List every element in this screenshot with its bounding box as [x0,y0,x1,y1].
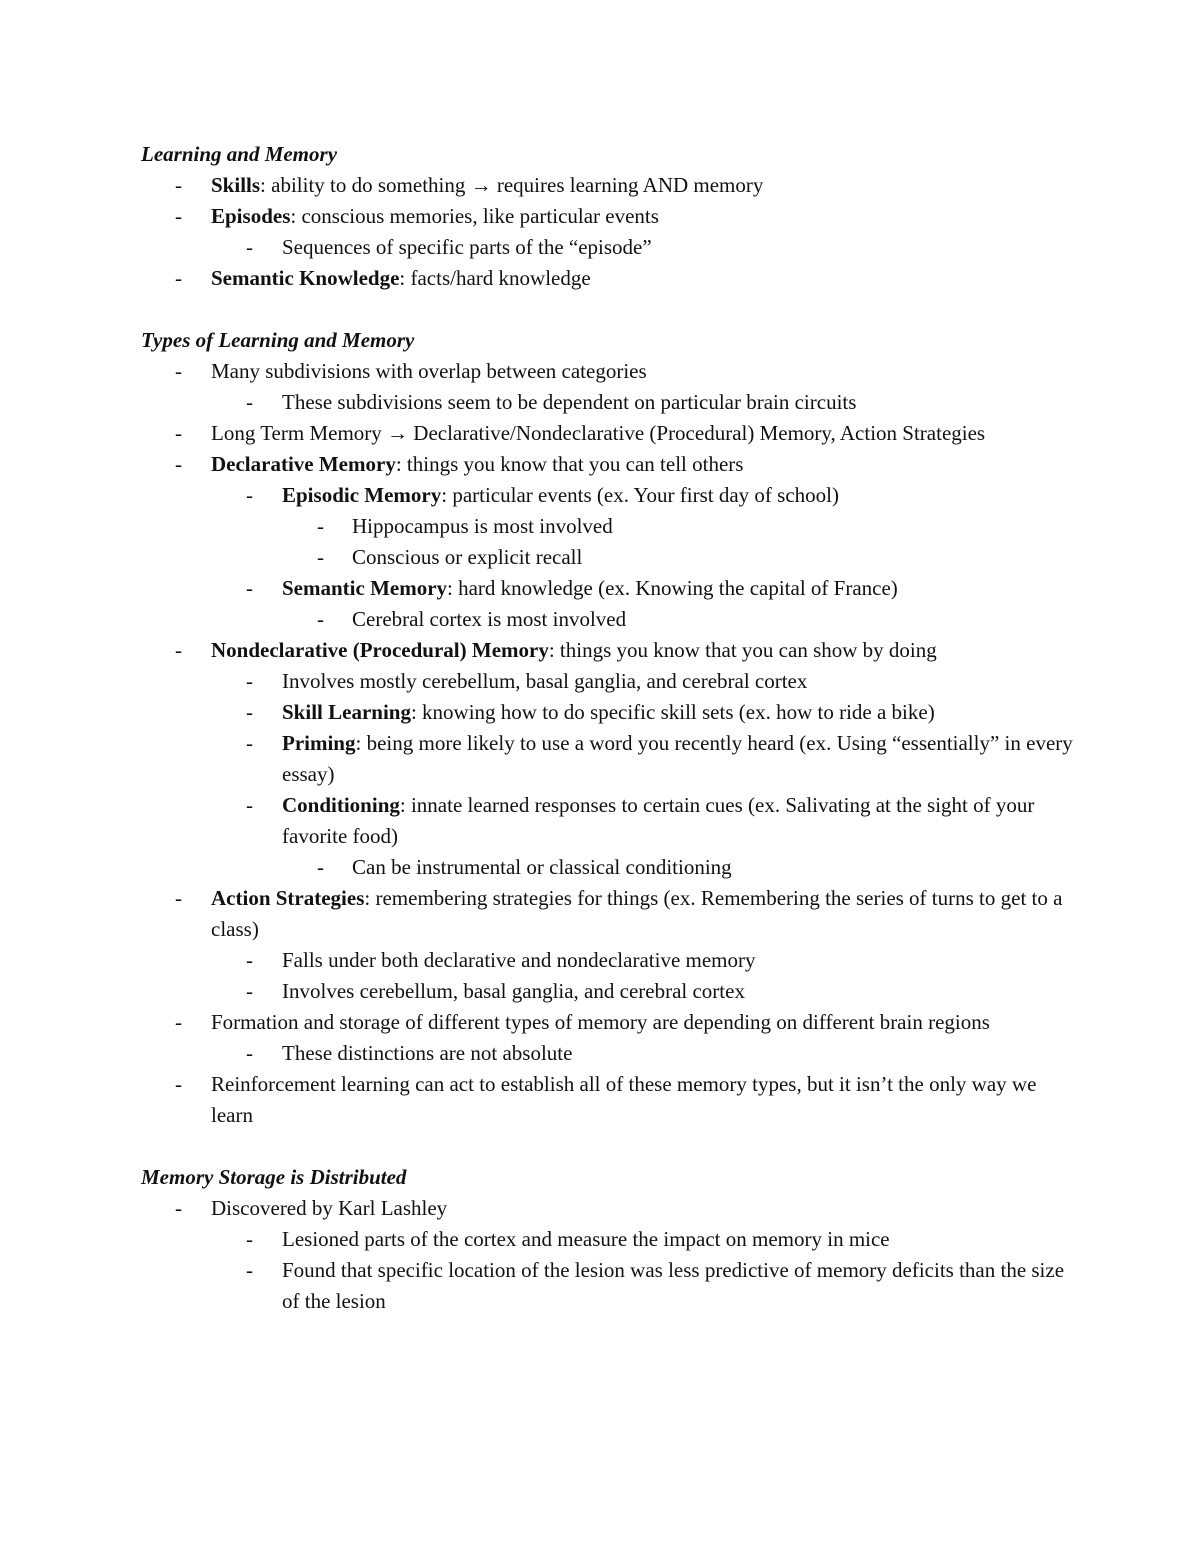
bullet-text: Found that specific location of the lesion was less predictive of memory deficits than the size of the lesion [282,1258,1065,1313]
bullet-item [141,852,1076,883]
dash-bullet-icon: - [317,514,324,538]
bold-term: Episodes [211,204,291,228]
bullet-text: : hard knowledge (ex. Knowing the capital of France) [447,576,898,600]
bullet-item [141,542,1076,573]
bullet-item [141,1193,1076,1224]
bold-term: Conditioning [282,793,400,817]
bullet-text: Cerebral cortex is most involved [352,607,627,631]
bullet-text: Lesioned parts of the cortex and measure the impact on memory in mice [282,1227,890,1251]
dash-bullet-icon: - [317,607,324,631]
bullet-item [141,728,1076,790]
bullet-item [141,883,1076,945]
bold-term: Episodic Memory [282,483,442,507]
dash-bullet-icon: - [246,1041,253,1065]
bullet-text: Involves mostly cerebellum, basal ganglia, and cerebral cortex [282,669,808,693]
bullet-item [141,1224,1076,1255]
bullet-item [141,790,1076,852]
bullet-text: These subdivisions seem to be dependent on particular brain circuits [282,390,857,414]
bullet-text: : innate learned responses to certain cues (ex. Salivating at the sight of your favorite food) [282,793,1035,848]
bullet-text: Long Term Memory → Declarative/Nondeclarative (Procedural) Memory, Action Strategies [211,421,986,445]
bullet-text: Involves cerebellum, basal ganglia, and cerebral cortex [282,979,745,1003]
bullet-item [141,449,1076,480]
bullet-text: Formation and storage of different types of memory are depending on different brain regions [211,1010,990,1034]
bullet-item [141,1038,1076,1069]
dash-bullet-icon: - [246,576,253,600]
bold-term: Semantic Memory [282,576,448,600]
dash-bullet-icon: - [175,886,182,910]
bullet-text: Conscious or explicit recall [352,545,583,569]
dash-bullet-icon: - [246,700,253,724]
bullet-text: : conscious memories, like particular events [290,204,659,228]
dash-bullet-icon: - [246,235,253,259]
bullet-item [141,170,1076,201]
bullet-text: : being more likely to use a word you recently heard (ex. Using “essentially” in every essay) [282,731,1073,786]
bullet-text: Sequences of specific parts of the “episode” [282,235,652,259]
bullet-text: : things you know that you can tell others [395,452,744,476]
bullet-text: : knowing how to do specific skill sets (ex. how to ride a bike) [410,700,935,724]
bullet-text: : ability to do something → requires learning AND memory [260,173,764,197]
bullet-text: : remembering strategies for things (ex. Remembering the series of turns to get to a class) [211,886,1063,941]
bullet-item [141,697,1076,728]
bullet-item [141,573,1076,604]
bullet-text: Hippocampus is most involved [352,514,613,538]
bullet-item [141,418,1076,449]
bold-term: Nondeclarative (Procedural) Memory [211,638,549,662]
bold-term: Declarative Memory [211,452,396,476]
bullet-text: : particular events (ex. Your first day of school) [441,483,839,507]
dash-bullet-icon: - [246,483,253,507]
bullet-text: : things you know that you can show by doing [548,638,937,662]
bullet-text: These distinctions are not absolute [282,1041,573,1065]
dash-bullet-icon: - [246,948,253,972]
bullet-item [141,480,1076,511]
bullet-text: : facts/hard knowledge [399,266,591,290]
dash-bullet-icon: - [175,1072,182,1096]
bullet-text: Reinforcement learning can act to establish all of these memory types, but it isn’t the only way we learn [211,1072,1037,1127]
dash-bullet-icon: - [246,731,253,755]
dash-bullet-icon: - [175,204,182,228]
section-heading: Memory Storage is Distributed [141,1165,407,1189]
notes-section [141,325,1076,1131]
dash-bullet-icon: - [175,173,182,197]
dash-bullet-icon: - [175,421,182,445]
bullet-item [141,356,1076,387]
bullet-item [141,945,1076,976]
bullet-item [141,511,1076,542]
dash-bullet-icon: - [175,452,182,476]
bold-term: Skill Learning [282,700,411,724]
dash-bullet-icon: - [317,545,324,569]
bold-term: Action Strategies [211,886,365,910]
bullet-item [141,201,1076,232]
bold-term: Semantic Knowledge [211,266,400,290]
bullet-item [141,666,1076,697]
dash-bullet-icon: - [175,1196,182,1220]
section-heading: Types of Learning and Memory [141,328,415,352]
bullet-item [141,232,1076,263]
dash-bullet-icon: - [246,1258,253,1282]
dash-bullet-icon: - [246,1227,253,1251]
dash-bullet-icon: - [246,390,253,414]
bullet-item [141,1007,1076,1038]
dash-bullet-icon: - [175,638,182,662]
dash-bullet-icon: - [175,266,182,290]
notes-section [141,139,1076,294]
bullet-item [141,1255,1076,1317]
bullet-text: Discovered by Karl Lashley [211,1196,448,1220]
bullet-item [141,635,1076,666]
notes-section [141,1162,1076,1317]
bullet-text: Falls under both declarative and nondeclarative memory [282,948,756,972]
bullet-item [141,604,1076,635]
notes-document [141,139,1076,1317]
bullet-item [141,976,1076,1007]
dash-bullet-icon: - [175,359,182,383]
dash-bullet-icon: - [317,855,324,879]
bold-term: Skills [211,173,261,197]
bullet-text: Many subdivisions with overlap between categories [211,359,647,383]
bold-term: Priming [282,731,356,755]
dash-bullet-icon: - [175,1010,182,1034]
bullet-item [141,387,1076,418]
section-heading: Learning and Memory [141,142,338,166]
dash-bullet-icon: - [246,793,253,817]
dash-bullet-icon: - [246,669,253,693]
bullet-item [141,263,1076,294]
bullet-text: Can be instrumental or classical conditioning [352,855,732,879]
dash-bullet-icon: - [246,979,253,1003]
bullet-item [141,1069,1076,1131]
